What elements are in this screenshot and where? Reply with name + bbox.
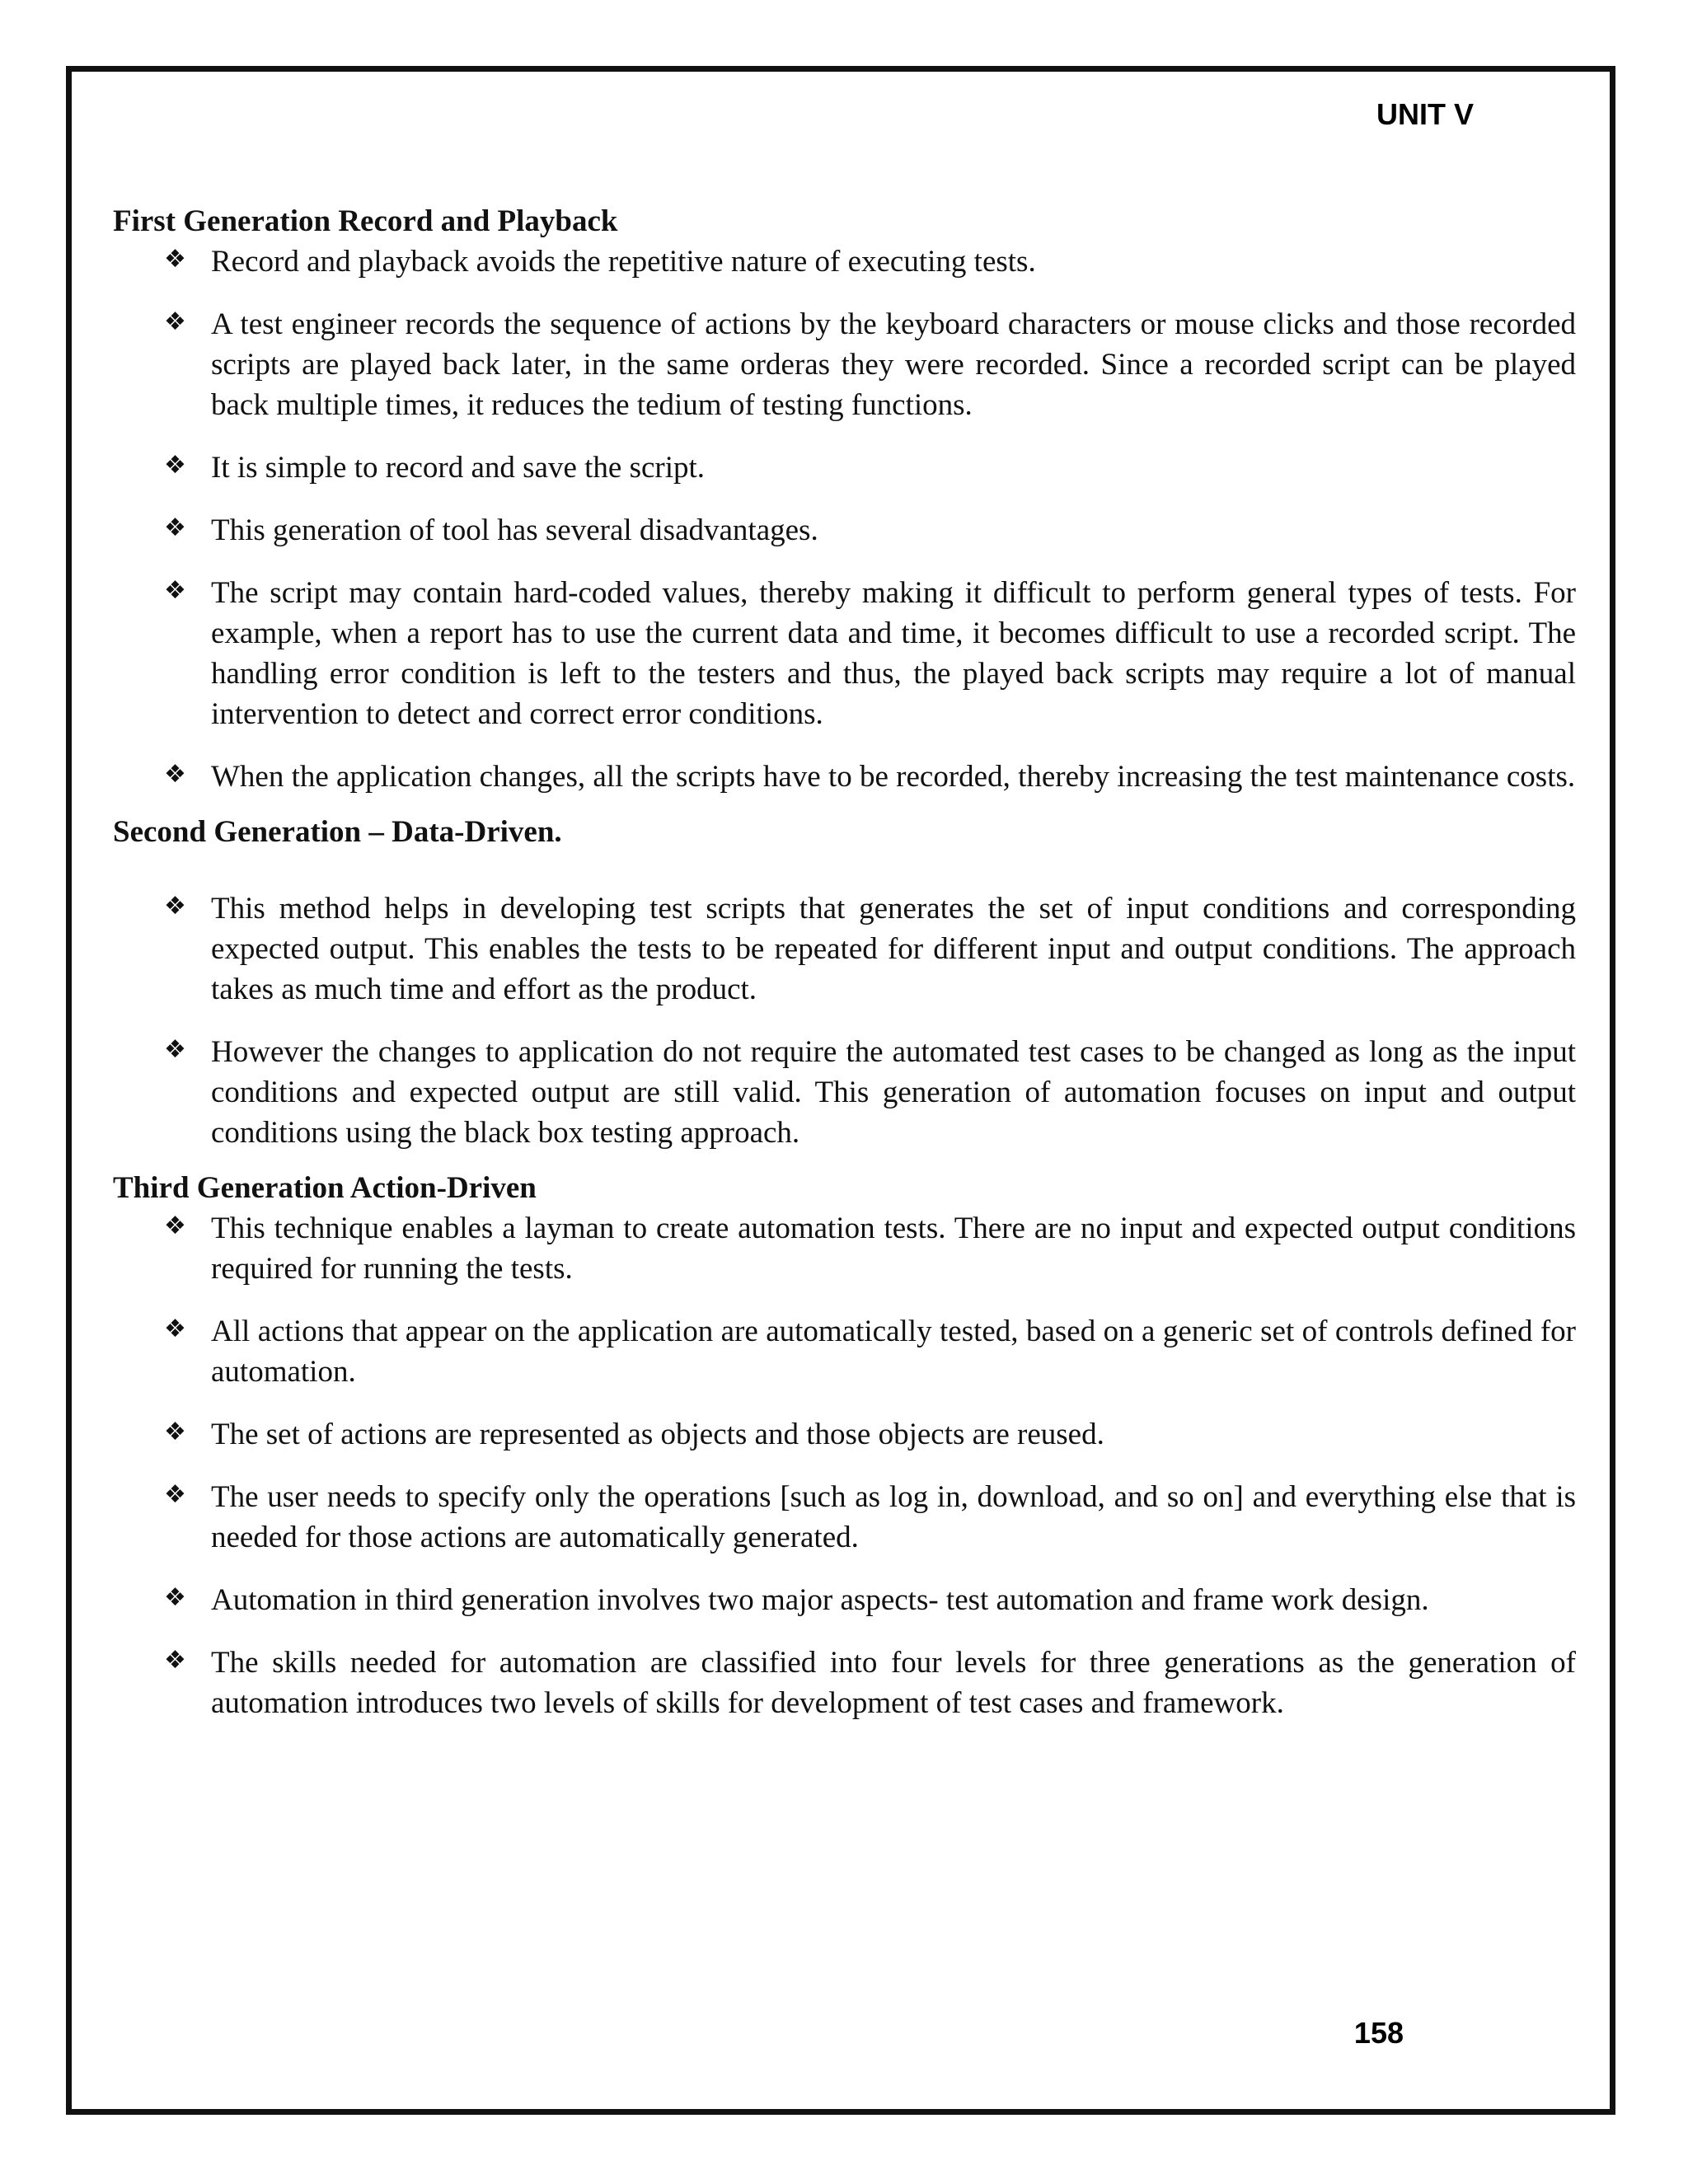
- list-item: [113, 1311, 1576, 1392]
- bullet-text: This technique enables a layman to create automation tests. There are no input and expected output conditions required for running the tests.: [211, 1212, 1576, 1286]
- diamond-bullet-icon: ❖: [164, 451, 186, 480]
- section-third-generation: [113, 1168, 1576, 1723]
- bullet-text: The user needs to specify only the operations [such as log in, download, and so on] and everything else that is needed for those actions are automatically generated.: [211, 1480, 1576, 1554]
- diamond-bullet-icon: ❖: [164, 1418, 186, 1446]
- list-item: [113, 304, 1576, 425]
- bullet-text: When the application changes, all the scripts have to be recorded, thereby increasing the test maintenance costs.: [211, 760, 1576, 794]
- page-number: 158: [1353, 2016, 1404, 2050]
- diamond-bullet-icon: ❖: [164, 1480, 186, 1509]
- bullet-text: This generation of tool has several disadvantages.: [211, 513, 818, 547]
- bullet-text: Automation in third generation involves two major aspects- test automation and frame work design.: [211, 1583, 1429, 1617]
- diamond-bullet-icon: ❖: [164, 1583, 186, 1612]
- diamond-bullet-icon: ❖: [164, 1646, 186, 1675]
- diamond-bullet-icon: ❖: [164, 892, 186, 921]
- bullet-text: All actions that appear on the application are automatically tested, based on a generic set of controls defined for automation.: [211, 1315, 1576, 1389]
- document-body: [113, 201, 1576, 1738]
- list-item: [113, 757, 1576, 797]
- list-item: [113, 1032, 1576, 1153]
- list-item: [113, 1477, 1576, 1558]
- list-item: [113, 241, 1576, 282]
- list-item: [113, 1643, 1576, 1723]
- bullet-list: [113, 888, 1576, 1153]
- list-item: [113, 573, 1576, 734]
- bullet-text: This method helps in developing test scripts that generates the set of input conditions and corresponding expected output. This enables the tests to be repeated for different input and output conditions. The approach takes as much time and effort as the product.: [211, 892, 1576, 1006]
- bullet-text: The set of actions are represented as objects and those objects are reused.: [211, 1418, 1104, 1451]
- bullet-text: However the changes to application do not require the automated test cases to be changed as long as the input conditions and expected output are still valid. This generation of automation focuses on input and output conditions using the black box testing approach.: [211, 1035, 1576, 1150]
- list-item: [113, 1208, 1576, 1289]
- diamond-bullet-icon: ❖: [164, 760, 186, 789]
- bullet-list: [113, 1208, 1576, 1723]
- diamond-bullet-icon: ❖: [164, 576, 186, 605]
- bullet-text: Record and playback avoids the repetitive nature of executing tests.: [211, 245, 1036, 279]
- bullet-text: It is simple to record and save the script.: [211, 451, 706, 485]
- unit-header: UNIT V: [1376, 97, 1474, 131]
- diamond-bullet-icon: ❖: [164, 1212, 186, 1240]
- bullet-list: [113, 241, 1576, 797]
- section-first-generation: [113, 201, 1576, 797]
- section-heading: Third Generation Action-Driven: [113, 1171, 537, 1205]
- diamond-bullet-icon: ❖: [164, 245, 186, 274]
- bullet-text: A test engineer records the sequence of actions by the keyboard characters or mouse clicks and those recorded scripts are played back later, in the same orderas they were recorded. Since a recorded script can be played back multiple times, it reduces the tedium of testing functions.: [211, 307, 1576, 422]
- list-item: [113, 888, 1576, 1010]
- list-item: [113, 1414, 1576, 1455]
- section-heading: First Generation Record and Playback: [113, 204, 618, 238]
- diamond-bullet-icon: ❖: [164, 1315, 186, 1343]
- bullet-text: The script may contain hard-coded values, thereby making it difficult to perform general types of tests. For example, when a report has to use the current data and time, it becomes difficult to use a recorded script. The handling error condition is left to the testers and thus, the played back scripts may require a lot of manual intervention to detect and correct error conditions.: [211, 576, 1576, 731]
- list-item: [113, 1580, 1576, 1620]
- list-item: [113, 448, 1576, 488]
- diamond-bullet-icon: ❖: [164, 1035, 186, 1064]
- list-item: [113, 510, 1576, 551]
- bullet-text: The skills needed for automation are classified into four levels for three generations as the generation of automation introduces two levels of skills for development of test cases and framework.: [211, 1646, 1576, 1720]
- diamond-bullet-icon: ❖: [164, 513, 186, 542]
- section-heading: Second Generation – Data-Driven.: [113, 815, 562, 849]
- diamond-bullet-icon: ❖: [164, 307, 186, 336]
- section-second-generation: [113, 812, 1576, 1153]
